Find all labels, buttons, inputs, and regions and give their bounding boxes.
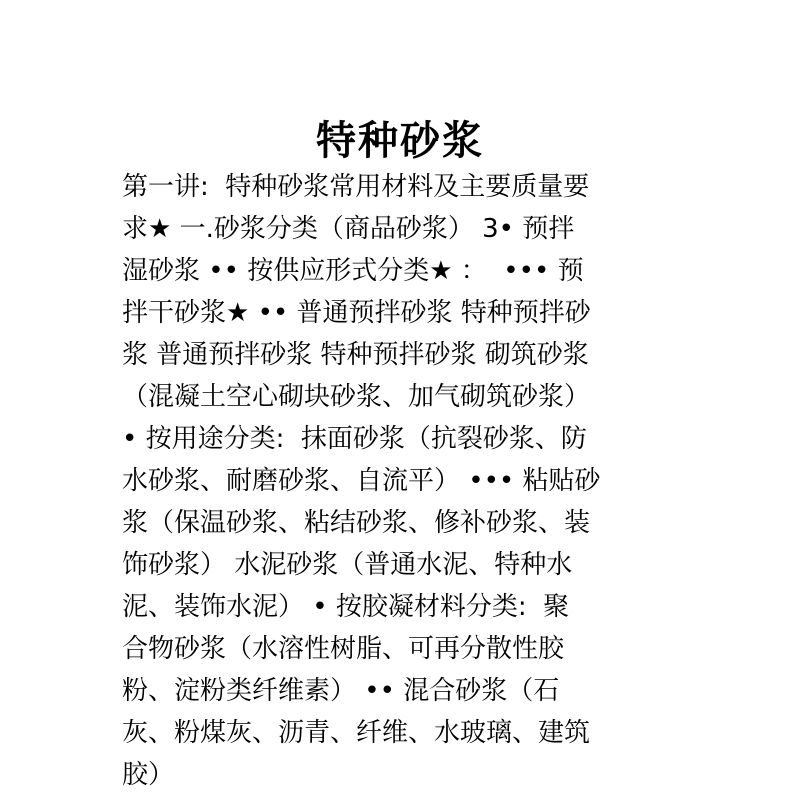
body-line: 泥、装饰水泥） • 按胶凝材料分类: 聚 [122,592,570,622]
body-line: 拌干砂浆★ •• 普通预拌砂浆 特种预拌砂 [122,298,591,328]
body-line: 浆（保温砂浆、粘结砂浆、修补砂浆、装 [122,508,591,538]
document-body [122,166,682,796]
body-line: 灰、粉煤灰、沥青、纤维、水玻璃、建筑 [122,718,591,748]
body-line: （混凝土空心砌块砂浆、加气砌筑砂浆） [122,382,591,412]
body-line: • 按用途分类: 抹面砂浆（抗裂砂浆、防 [122,424,587,454]
body-line: 粉、淀粉类纤维素） •• 混合砂浆（石 [122,676,560,706]
body-line: 胶） [122,760,175,790]
body-line: 合物砂浆（水溶性树脂、可再分散性胶 [122,634,565,664]
body-line: 饰砂浆） 水泥砂浆（普通水泥、特种水 [122,550,573,580]
body-line: 第一讲: 特种砂浆常用材料及主要质量要 [122,172,590,202]
body-line: 水砂浆、耐磨砂浆、自流平） ••• 粘贴砂 [122,466,601,496]
body-line: 湿砂浆 •• 按供应形式分类★ ： ••• 预 [122,256,584,286]
body-line: 求★ 一.砂浆分类（商品砂浆） 3• 预拌 [122,214,575,244]
body-line: 浆 普通预拌砂浆 特种预拌砂浆 砌筑砂浆 [122,340,589,370]
document-title: 特种砂浆 [316,117,484,164]
